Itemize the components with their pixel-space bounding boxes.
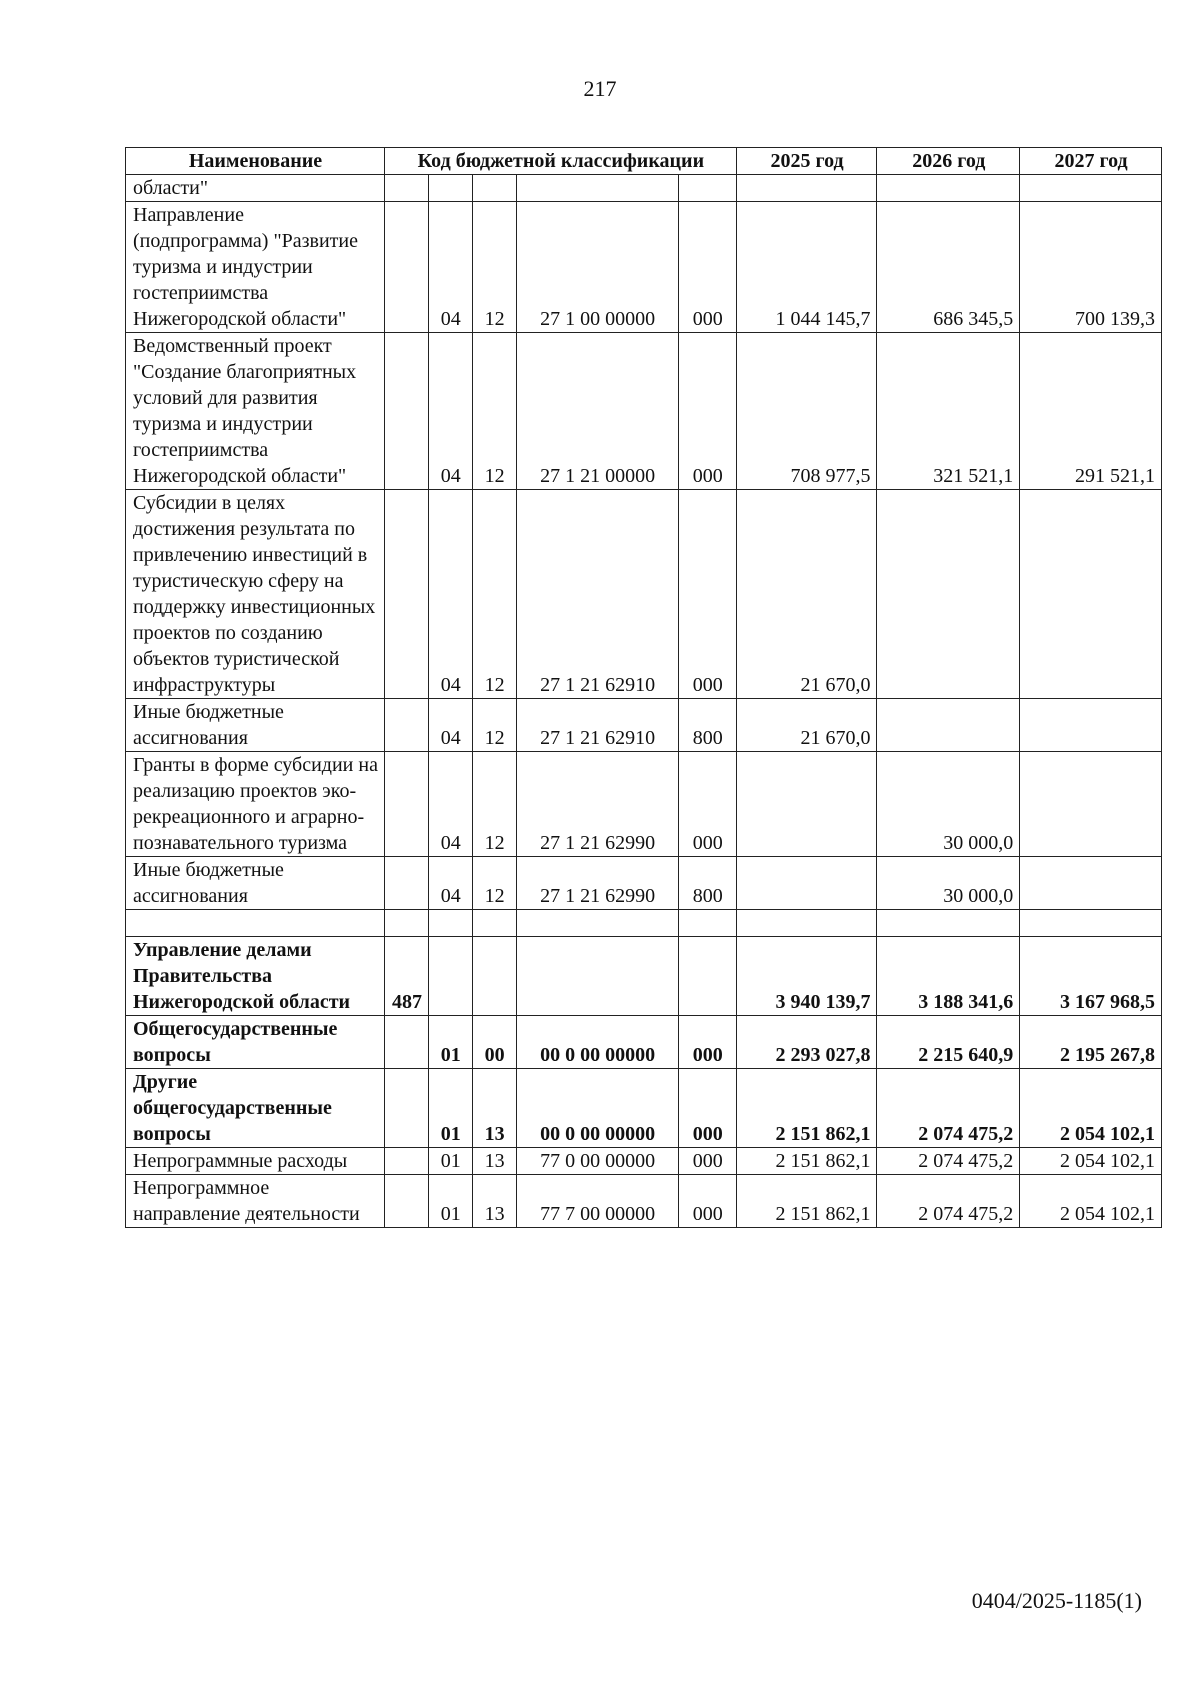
row-vr: 800 bbox=[678, 857, 736, 910]
header-2025: 2025 год bbox=[736, 148, 877, 175]
row-name: Гранты в форме субсидии на реализацию проектов эко-рекреационного и аграрно-познавательного туризма bbox=[126, 752, 385, 857]
row-name: Общегосударственные вопросы bbox=[126, 1016, 385, 1069]
table-header-row bbox=[126, 148, 1162, 175]
row-pr: 13 bbox=[472, 1069, 516, 1148]
row-2026 bbox=[877, 910, 1020, 937]
header-2027: 2027 год bbox=[1020, 148, 1162, 175]
row-vr: 000 bbox=[678, 202, 736, 333]
row-vr: 000 bbox=[678, 1175, 736, 1228]
row-2025: 1 044 145,7 bbox=[736, 202, 877, 333]
row-2027 bbox=[1020, 752, 1162, 857]
row-pr bbox=[472, 175, 516, 202]
row-vr bbox=[678, 175, 736, 202]
row-pr bbox=[472, 937, 516, 1016]
row-2025 bbox=[736, 910, 877, 937]
row-pr: 12 bbox=[472, 857, 516, 910]
row-csr bbox=[516, 910, 678, 937]
row-2027: 700 139,3 bbox=[1020, 202, 1162, 333]
row-2027: 2 054 102,1 bbox=[1020, 1069, 1162, 1148]
row-vr: 000 bbox=[678, 1069, 736, 1148]
row-gr bbox=[385, 857, 429, 910]
row-pr: 12 bbox=[472, 699, 516, 752]
header-name: Наименование bbox=[126, 148, 385, 175]
header-2026: 2026 год bbox=[877, 148, 1020, 175]
table-row bbox=[126, 937, 1162, 1016]
row-2027: 3 167 968,5 bbox=[1020, 937, 1162, 1016]
row-2026: 321 521,1 bbox=[877, 333, 1020, 490]
row-2027 bbox=[1020, 699, 1162, 752]
table-row bbox=[126, 910, 1162, 937]
table-row bbox=[126, 752, 1162, 857]
row-name: Непрограммное направление деятельности bbox=[126, 1175, 385, 1228]
row-csr: 00 0 00 00000 bbox=[516, 1069, 678, 1148]
row-2025: 2 151 862,1 bbox=[736, 1069, 877, 1148]
row-2026: 2 074 475,2 bbox=[877, 1069, 1020, 1148]
row-2026: 2 074 475,2 bbox=[877, 1148, 1020, 1175]
row-csr bbox=[516, 937, 678, 1016]
row-2025 bbox=[736, 752, 877, 857]
row-name: Иные бюджетные ассигнования bbox=[126, 857, 385, 910]
row-rz: 04 bbox=[428, 202, 472, 333]
row-gr bbox=[385, 699, 429, 752]
row-gr bbox=[385, 202, 429, 333]
table-row bbox=[126, 1069, 1162, 1148]
row-gr bbox=[385, 1175, 429, 1228]
row-gr bbox=[385, 752, 429, 857]
row-pr bbox=[472, 910, 516, 937]
table-row bbox=[126, 1148, 1162, 1175]
table-row bbox=[126, 857, 1162, 910]
row-rz: 04 bbox=[428, 490, 472, 699]
row-gr bbox=[385, 175, 429, 202]
header-code: Код бюджетной классификации bbox=[385, 148, 737, 175]
row-2026: 2 215 640,9 bbox=[877, 1016, 1020, 1069]
row-gr bbox=[385, 1069, 429, 1148]
table-row bbox=[126, 333, 1162, 490]
row-vr: 000 bbox=[678, 752, 736, 857]
row-pr: 12 bbox=[472, 490, 516, 699]
table-row bbox=[126, 175, 1162, 202]
row-pr: 12 bbox=[472, 333, 516, 490]
row-2025: 2 151 862,1 bbox=[736, 1148, 877, 1175]
row-pr: 12 bbox=[472, 752, 516, 857]
row-rz bbox=[428, 937, 472, 1016]
document-id: 0404/2025-1185(1) bbox=[971, 1588, 1142, 1613]
row-name: Управление делами Правительства Нижегородской области bbox=[126, 937, 385, 1016]
row-2025: 3 940 139,7 bbox=[736, 937, 877, 1016]
row-2027: 2 195 267,8 bbox=[1020, 1016, 1162, 1069]
row-pr: 00 bbox=[472, 1016, 516, 1069]
row-rz: 01 bbox=[428, 1148, 472, 1175]
table-row bbox=[126, 202, 1162, 333]
row-gr bbox=[385, 910, 429, 937]
row-name: Ведомственный проект "Создание благоприятных условий для развития туризма и индустрии гостеприимства Нижегородской области" bbox=[126, 333, 385, 490]
row-vr: 800 bbox=[678, 699, 736, 752]
row-2025: 2 293 027,8 bbox=[736, 1016, 877, 1069]
row-rz: 04 bbox=[428, 857, 472, 910]
table-row bbox=[126, 490, 1162, 699]
row-2025: 708 977,5 bbox=[736, 333, 877, 490]
row-csr: 27 1 21 62990 bbox=[516, 857, 678, 910]
row-2027 bbox=[1020, 857, 1162, 910]
row-2026 bbox=[877, 490, 1020, 699]
row-rz: 01 bbox=[428, 1175, 472, 1228]
row-2026 bbox=[877, 699, 1020, 752]
row-vr bbox=[678, 937, 736, 1016]
row-2027 bbox=[1020, 490, 1162, 699]
row-2026: 30 000,0 bbox=[877, 857, 1020, 910]
row-csr: 27 1 21 62990 bbox=[516, 752, 678, 857]
row-csr: 27 1 21 62910 bbox=[516, 699, 678, 752]
row-vr: 000 bbox=[678, 333, 736, 490]
row-csr: 27 1 21 00000 bbox=[516, 333, 678, 490]
row-csr bbox=[516, 175, 678, 202]
row-gr bbox=[385, 1016, 429, 1069]
row-name: Непрограммные расходы bbox=[126, 1148, 385, 1175]
row-rz: 04 bbox=[428, 699, 472, 752]
row-2026 bbox=[877, 175, 1020, 202]
row-name bbox=[126, 910, 385, 937]
row-vr: 000 bbox=[678, 1148, 736, 1175]
row-2027: 2 054 102,1 bbox=[1020, 1175, 1162, 1228]
row-vr: 000 bbox=[678, 1016, 736, 1069]
table-row bbox=[126, 1175, 1162, 1228]
row-name: Направление (подпрограмма) "Развитие туризма и индустрии гостеприимства Нижегородской области" bbox=[126, 202, 385, 333]
row-2027: 291 521,1 bbox=[1020, 333, 1162, 490]
row-name: Субсидии в целях достижения результата по привлечению инвестиций в туристическую сферу на поддержку инвестиционных проектов по созданию объектов туристической инфраструктуры bbox=[126, 490, 385, 699]
row-vr: 000 bbox=[678, 490, 736, 699]
row-pr: 13 bbox=[472, 1175, 516, 1228]
row-rz: 01 bbox=[428, 1016, 472, 1069]
row-2026: 2 074 475,2 bbox=[877, 1175, 1020, 1228]
row-csr: 00 0 00 00000 bbox=[516, 1016, 678, 1069]
row-csr: 77 0 00 00000 bbox=[516, 1148, 678, 1175]
row-name: Другие общегосударственные вопросы bbox=[126, 1069, 385, 1148]
row-2026: 30 000,0 bbox=[877, 752, 1020, 857]
row-2027 bbox=[1020, 175, 1162, 202]
row-vr bbox=[678, 910, 736, 937]
row-name: области" bbox=[126, 175, 385, 202]
row-csr: 27 1 21 62910 bbox=[516, 490, 678, 699]
row-2025: 21 670,0 bbox=[736, 699, 877, 752]
row-2027: 2 054 102,1 bbox=[1020, 1148, 1162, 1175]
row-pr: 13 bbox=[472, 1148, 516, 1175]
row-rz: 04 bbox=[428, 333, 472, 490]
row-2026: 3 188 341,6 bbox=[877, 937, 1020, 1016]
row-2025: 2 151 862,1 bbox=[736, 1175, 877, 1228]
row-rz: 04 bbox=[428, 752, 472, 857]
row-gr bbox=[385, 490, 429, 699]
row-2027 bbox=[1020, 910, 1162, 937]
row-rz: 01 bbox=[428, 1069, 472, 1148]
row-2025 bbox=[736, 175, 877, 202]
page-number: 217 bbox=[583, 76, 617, 101]
row-2025: 21 670,0 bbox=[736, 490, 877, 699]
row-gr bbox=[385, 1148, 429, 1175]
row-rz bbox=[428, 910, 472, 937]
row-name: Иные бюджетные ассигнования bbox=[126, 699, 385, 752]
table-row bbox=[126, 1016, 1162, 1069]
row-pr: 12 bbox=[472, 202, 516, 333]
row-2025 bbox=[736, 857, 877, 910]
row-csr: 77 7 00 00000 bbox=[516, 1175, 678, 1228]
table-row bbox=[126, 699, 1162, 752]
row-gr: 487 bbox=[385, 937, 429, 1016]
row-gr bbox=[385, 333, 429, 490]
row-csr: 27 1 00 00000 bbox=[516, 202, 678, 333]
row-rz bbox=[428, 175, 472, 202]
budget-table bbox=[125, 147, 1162, 1228]
row-2026: 686 345,5 bbox=[877, 202, 1020, 333]
